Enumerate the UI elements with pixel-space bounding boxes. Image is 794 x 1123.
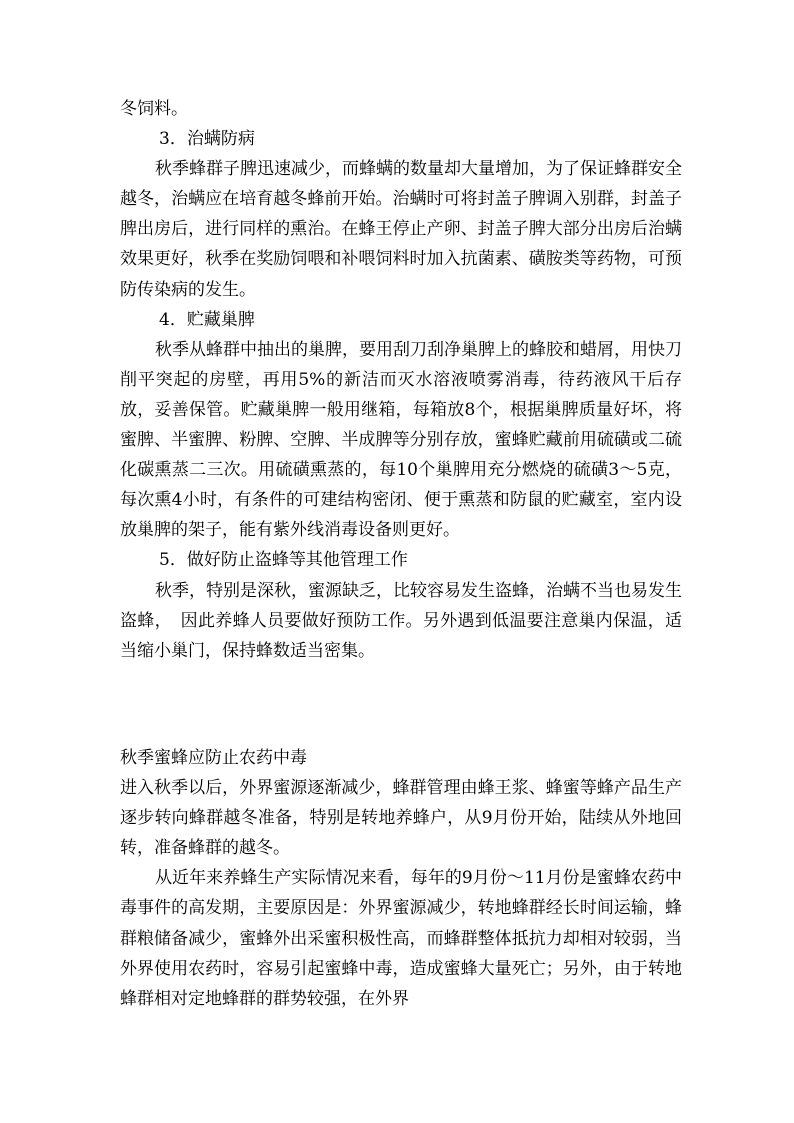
- pesticide-section: [120, 743, 682, 1014]
- paragraph-comb-storage: 秋季从蜂群中抽出的巢脾，要用刮刀刮净巢脾上的蜂胶和蜡屑，用快刀削平突起的房壁，再用5%的新洁而灭水溶液喷雾消毒，待药液风干后存放，妥善保管。贮藏巢脾一般用继箱，每箱放8个，根据巢脾质量好坏，将蜜脾、半蜜脾、粉脾、空脾、半成脾等分别存放，蜜蜂贮藏前用硫磺或二硫化碳熏蒸二三次。用硫磺熏蒸的，每10个巢脾用充分燃烧的硫磺3～5克，每次熏4小时，有条件的可建结构密闭、便于熏蒸和防鼠的贮藏室，室内设放巢脾的架子，能有紫外线消毒设备则更好。: [120, 339, 682, 541]
- section-title: 秋季蜜蜂应防止农药中毒: [120, 748, 307, 768]
- management-section: [120, 94, 682, 666]
- heading-mite-control: 3．治螨防病: [159, 129, 255, 150]
- paragraph-mite-control: 秋季蜂群子脾迅速减少，而蜂螨的数量却大量增加，为了保证蜂群安全越冬，治螨应在培育越冬蜂前开始。治螨时可将封盖子脾调入别群，封盖子脾出房后，进行同样的熏治。在蜂王停止产卵、封盖子脾大部分出房后治螨效果更好，秋季在奖励饲喂和补喂饲料时加入抗菌素、磺胺类等药物，可预防传染病的发生。: [120, 159, 682, 300]
- heading-comb-storage: 4．贮藏巢脾: [159, 309, 255, 330]
- continuation-line: 冬饲料。: [120, 99, 188, 119]
- paragraph-robbing-prevention: 秋季，特别是深秋，蜜源缺乏，比较容易发生盗蜂，治螨不当也易发生盗蜂， 因此养蜂人员要做好预防工作。另外遇到低温要注意巢内保温，适当缩小巢门，保持蜂数适当密集。: [120, 580, 682, 661]
- heading-robbing-prevention: 5．做好防止盗蜂等其他管理工作: [159, 550, 408, 571]
- paragraph-intro: 进入秋季以后，外界蜜源逐渐减少，蜂群管理由蜂王浆、蜂蜜等蜂产品生产逐步转向蜂群越冬准备，特别是转地养蜂户，从9月份开始，陆续从外地回转，准备蜂群的越冬。: [120, 778, 682, 859]
- paragraph-poisoning-causes: 从近年来养蜂生产实际情况来看，每年的9月份～11月份是蜜蜂农药中毒事件的高发期，主要原因是：外界蜜源减少，转地蜂群经长时间运输，蜂群粮储备减少，蜜蜂外出采蜜积极性高，而蜂群整体抵抗力却相对较弱，当外界使用农药时，容易引起蜜蜂中毒，造成蜜蜂大量死亡；另外，由于转地蜂群相对定地蜂群的群势较强，在外界: [120, 868, 682, 1009]
